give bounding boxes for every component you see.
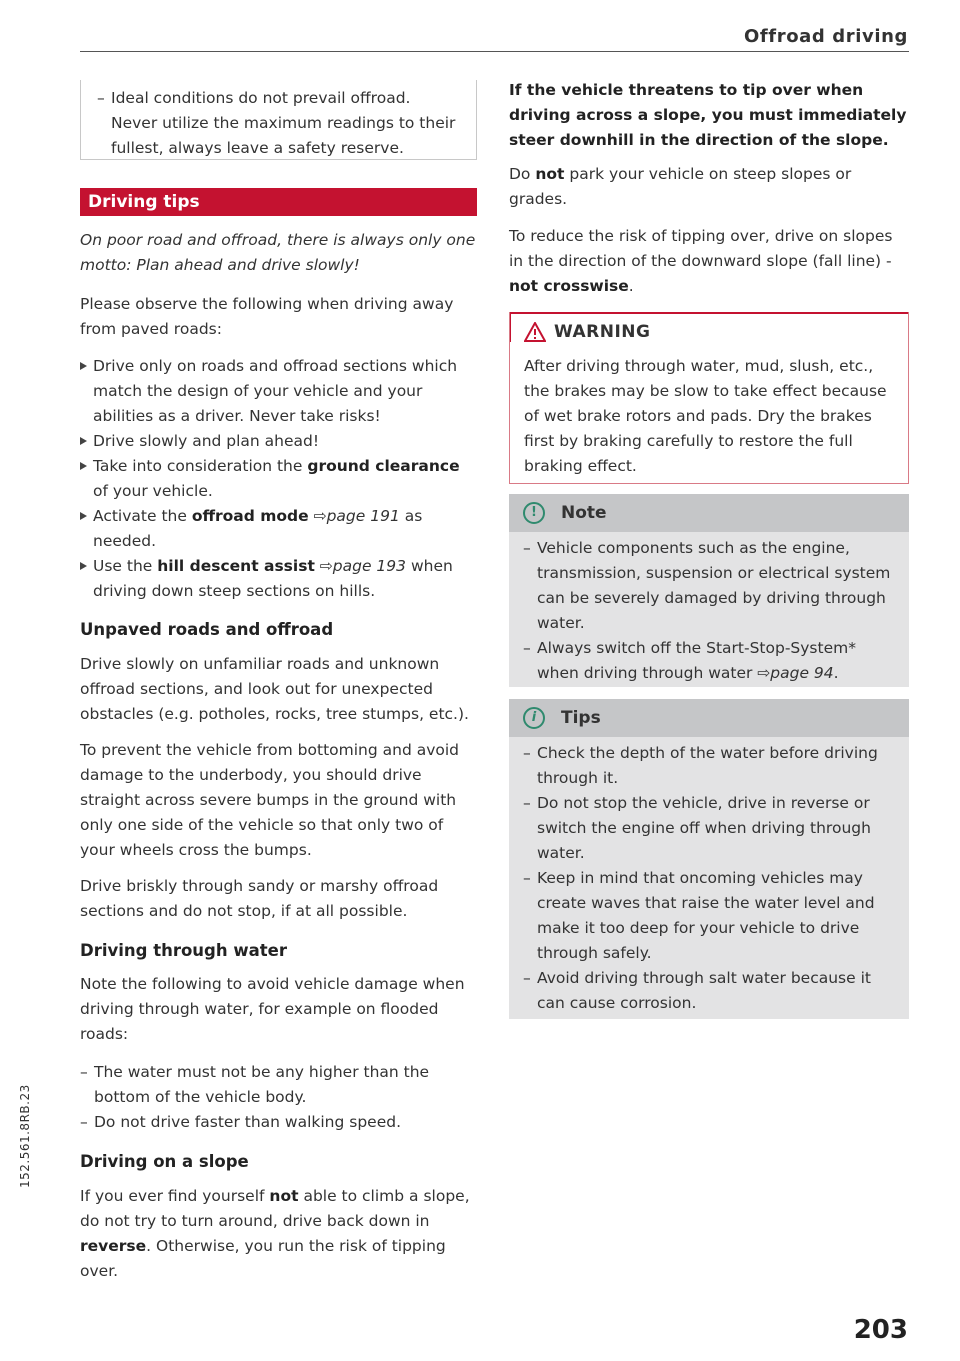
tip-item: [80, 354, 477, 429]
page-reference-link[interactable]: ⇨page 191: [313, 507, 400, 525]
water-intro: Note the following to avoid vehicle damage when driving through water, for example on flooded roads:: [80, 975, 465, 1043]
tip-text: as needed.: [93, 507, 423, 550]
note-title: Note: [561, 503, 607, 523]
carry-over-note-box: [80, 80, 477, 160]
section-title-driving-tips: Driving tips: [80, 188, 477, 216]
note-header: [509, 494, 909, 532]
text-run: To reduce the risk of tipping over, drive on slopes in the direction of the downward slope (fall line) -: [509, 227, 893, 270]
tip-text: when driving down steep sections on hills.: [93, 557, 453, 600]
tips-list: [523, 741, 895, 1016]
unpaved-paragraph-1: Drive slowly on unfamiliar roads and unknown offroad sections, and look out for unexpected obstacles (e.g. potholes, rocks, tree stumps, etc.).: [80, 655, 469, 723]
tip-over-instruction: If the vehicle threatens to tip over when driving across a slope, you must immediately steer downhill in the direction of the slope.: [509, 81, 907, 149]
text-emphasis: reverse: [80, 1237, 147, 1255]
warning-box: [509, 312, 909, 484]
info-circle-icon: i: [523, 707, 545, 729]
document-code: 152.561.8RB.23: [18, 1084, 32, 1188]
unpaved-paragraph-2: To prevent the vehicle from bottoming and avoid damage to the underbody, you should drive straight across severe bumps in the ground with only one side of the vehicle so that only two of your wheels cross the bumps.: [80, 741, 460, 859]
text-run: Do: [509, 165, 536, 183]
text-run: . Otherwise, you run the risk of tipping over.: [80, 1237, 446, 1280]
motto: On poor road and offroad, there is always only one motto: Plan ahead and drive slowly!: [80, 231, 476, 274]
slope-paragraph: [80, 1184, 477, 1284]
tip-text: Drive only on roads and offroad sections which match the design of your vehicle and your abilities as a driver. Never take risks!: [93, 357, 458, 425]
page-number: 203: [853, 1315, 908, 1345]
heading-driving-on-slope: Driving on a slope: [80, 1152, 249, 1171]
water-rules-list: [80, 1060, 477, 1135]
text-run: park your vehicle on steep slopes or grades.: [509, 165, 852, 208]
unpaved-paragraph-3: Drive briskly through sandy or marshy offroad sections and do not stop, if at all possible.: [80, 877, 439, 920]
tips-item: – Check the depth of the water before driving through it.: [523, 741, 895, 791]
warning-title: WARNING: [554, 322, 651, 342]
tip-item: [80, 454, 477, 504]
water-rule-item: – Do not drive faster than walking speed.: [80, 1110, 477, 1135]
heading-driving-through-water: Driving through water: [80, 941, 287, 960]
tip-item: [80, 554, 477, 604]
warning-text: After driving through water, mud, slush, etc., the brakes may be slow to take effect because of wet brake rotors and pads. Dry the brakes first by braking carefully to restore the full braking effect.: [524, 357, 887, 475]
tip-text: Take into consideration the: [93, 457, 308, 475]
text-run: able to climb a slope, do not try to turn around, drive back down in: [80, 1187, 470, 1230]
tips-box: [509, 699, 909, 1019]
tip-text: Use the: [93, 557, 158, 575]
driving-tips-list: [80, 354, 477, 604]
tip-text: Drive slowly and plan ahead!: [93, 432, 320, 450]
heading-unpaved-roads: Unpaved roads and offroad: [80, 620, 334, 639]
parking-paragraph: [509, 162, 909, 212]
exclamation-circle-icon: !: [523, 502, 545, 524]
warning-left-rule: [510, 312, 511, 342]
running-header-title: Offroad driving: [743, 26, 908, 47]
tip-keyword: ground clearance: [307, 457, 460, 475]
page-reference-link[interactable]: ⇨page 193: [319, 557, 407, 575]
carry-over-note: – Ideal conditions do not prevail offroad. Never utilize the maximum readings to their fullest, always leave a safety reserve.: [97, 86, 460, 161]
tips-item: – Keep in mind that oncoming vehicles may create waves that raise the water level and make it too deep for your vehicle to drive through safely.: [523, 866, 895, 966]
tip-keyword: offroad mode: [191, 507, 309, 525]
tip-text: of your vehicle.: [93, 482, 213, 500]
tip-keyword: hill descent assist: [157, 557, 315, 575]
warning-top-rule: [510, 312, 908, 314]
note-box: [509, 494, 909, 687]
reduce-risk-paragraph: [509, 224, 909, 299]
tips-header: [509, 699, 909, 737]
note-item: [523, 636, 895, 686]
text-run: .: [833, 664, 839, 682]
text-run: Always switch off the Start-Stop-System* when driving through water: [537, 639, 856, 682]
tips-title: Tips: [561, 708, 601, 728]
text-emphasis: not crosswise: [509, 277, 629, 295]
tip-text: Activate the: [93, 507, 192, 525]
note-list: [523, 536, 895, 686]
tip-item: [80, 429, 477, 454]
warning-triangle-icon: [524, 322, 546, 342]
tips-item: – Do not stop the vehicle, drive in reverse or switch the engine off when driving through water.: [523, 791, 895, 866]
text-emphasis: not: [535, 165, 565, 183]
tip-item: [80, 504, 477, 554]
tips-item: – Avoid driving through salt water because it can cause corrosion.: [523, 966, 895, 1016]
text-emphasis: not: [269, 1187, 299, 1205]
water-rule-item: – The water must not be any higher than the bottom of the vehicle body.: [80, 1060, 477, 1110]
text-run: .: [628, 277, 634, 295]
header-rule: [80, 51, 909, 52]
page-reference-link[interactable]: ⇨page 94: [757, 664, 834, 682]
note-item: – Vehicle components such as the engine, transmission, suspension or electrical system can be severely damaged by driving through water.: [523, 536, 895, 636]
text-run: If you ever find yourself: [80, 1187, 270, 1205]
intro-paragraph: Please observe the following when driving away from paved roads:: [80, 295, 454, 338]
